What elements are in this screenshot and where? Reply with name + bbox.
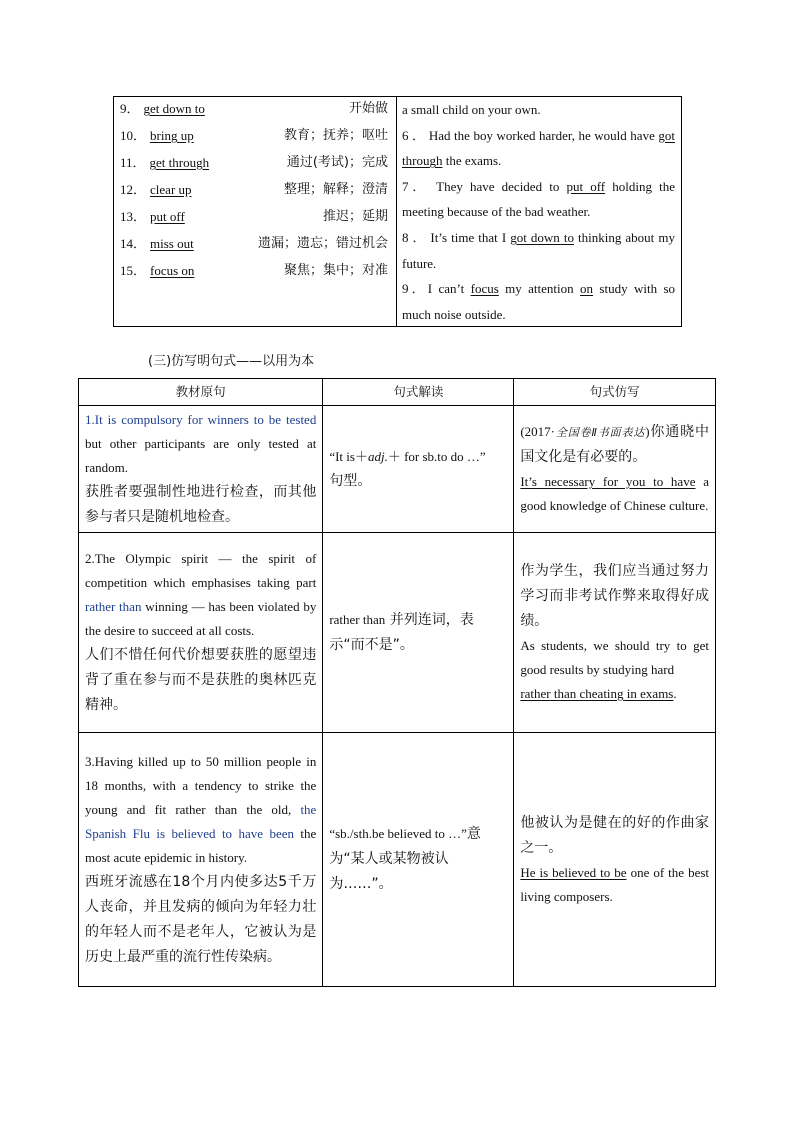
table-header-row xyxy=(79,379,716,406)
imitation-cell xyxy=(514,733,716,987)
imitation-answer: rather than cheating in exams xyxy=(520,686,674,701)
imitation-text: one of the best living composers. xyxy=(520,864,710,904)
phrase-english: get through xyxy=(149,155,210,170)
pattern-text: “sb./sth.be believed to …” xyxy=(329,826,467,841)
pattern-adj: adj. xyxy=(367,448,388,464)
example-answer: got down to xyxy=(510,229,574,245)
sentence-translation: 西班牙流感在18个月内使多达5千万人丧命，并且发病的倾向为年轻力壮的年轻人而不是老年人，它被认为是历史上最严重的流行性传染病。 xyxy=(85,873,317,965)
example-text: 7． They have decided to xyxy=(402,178,567,194)
phrase-english: miss out xyxy=(150,236,194,251)
example-answer: got through xyxy=(402,127,675,169)
phrase-chinese: 遗漏；遗忘；错过机会 xyxy=(257,236,388,251)
sentence-text: but other participants are only tested at random. xyxy=(85,436,317,475)
phrase-chinese: 推迟；延期 xyxy=(322,209,388,224)
sentence-text: the most acute epidemic in history. xyxy=(85,825,317,865)
header-imitation: 句式仿写 xyxy=(514,379,716,406)
imitation-text: a good knowledge of Chinese culture. xyxy=(520,474,709,513)
phrase-item xyxy=(120,179,396,206)
interpretation-cell xyxy=(323,533,514,733)
row-number: 1. xyxy=(85,412,95,427)
phrase-examples xyxy=(397,97,681,326)
phrase-english: bring up xyxy=(150,128,194,143)
pattern-text: “It is＋ xyxy=(329,448,368,464)
sentence-text: winning — has been violated by the desire to succeed at all costs. xyxy=(85,599,317,638)
phrase-chinese: 聚焦；集中；对准 xyxy=(283,263,388,278)
example-answer: put off xyxy=(566,178,606,194)
phrase-number: 10． xyxy=(120,128,147,143)
example-text: the exams. xyxy=(442,153,502,169)
pattern-text: ＋ for sb.to do …” xyxy=(387,448,486,464)
example-text: 8 ． It’s time that I xyxy=(402,229,511,245)
table-row xyxy=(79,733,716,987)
phrase-chinese: 整理；解释；澄清 xyxy=(283,182,388,197)
sentence-translation: 人们不惜任何代价想要获胜的愿望违背了重在参与而不是获胜的奥林匹克精神。 xyxy=(85,647,317,713)
interpretation-cell xyxy=(323,733,514,987)
example-answer: focus xyxy=(470,281,499,297)
sentence-pattern-table xyxy=(78,378,716,987)
imitation-cell xyxy=(514,406,716,533)
example-line-continued: a small child on your own. xyxy=(402,102,541,117)
phrase-number: 15． xyxy=(120,263,147,278)
imitation-prompt: 作为学生，我们应当通过努力学习而非考试作弊来取得好成绩。 xyxy=(520,563,709,629)
phrase-chinese: 通过(考试)；完成 xyxy=(286,155,388,170)
section-heading: (三)仿写明句式——以用为本 xyxy=(148,354,315,369)
phrase-english: put off xyxy=(150,209,185,224)
example-text: my attention xyxy=(498,281,581,297)
interpretation-text: 意为“某人或某物被认为……”。 xyxy=(329,826,481,892)
header-original: 教材原句 xyxy=(79,379,323,406)
imitation-prompt: 你通晓中国文化是有必要的。 xyxy=(520,424,709,465)
example-text: thinking about my future. xyxy=(402,229,675,271)
sentence-text: Having killed up to 50 million people in 18 months, with a tendency to strike the young and fit rather than the old, xyxy=(85,753,317,817)
example-9 xyxy=(402,276,675,327)
original-sentence-cell xyxy=(79,533,323,733)
example-text: 6 ． Had the boy worked harder, he would have xyxy=(402,127,659,143)
example-8 xyxy=(402,225,675,276)
imitation-cell xyxy=(514,533,716,733)
example-7 xyxy=(402,174,675,225)
phrase-item xyxy=(120,98,396,125)
imitation-answer: He is believed to be xyxy=(520,864,627,880)
phrase-chinese: 教育；抚养；呕吐 xyxy=(283,128,388,143)
phrase-item xyxy=(120,152,396,179)
phrase-number: 9． xyxy=(120,101,140,116)
interpretation-text: 句型。 xyxy=(329,472,372,489)
highlighted-pattern: rather than xyxy=(85,599,142,614)
phrase-table xyxy=(113,96,682,327)
phrase-english: get down to xyxy=(143,101,205,116)
table-row xyxy=(79,406,716,533)
imitation-prompt: 他被认为是健在的好的作曲家之一。 xyxy=(520,814,709,856)
example-answer: on xyxy=(580,281,594,297)
row-number: 3. xyxy=(85,753,95,769)
phrase-english: clear up xyxy=(150,182,192,197)
phrase-number: 11． xyxy=(120,155,146,170)
example-text: 9．I can’t xyxy=(402,281,471,297)
phrase-number: 12． xyxy=(120,182,147,197)
example-text: study with so much noise outside. xyxy=(402,281,676,322)
interpretation-text: 并列连词，表示“而不是”。 xyxy=(329,611,474,653)
imitation-text: As students, we should try to get good results by studying hard xyxy=(520,638,709,677)
pattern-text: rather than xyxy=(329,611,386,627)
source-tag: (2017· xyxy=(520,424,555,439)
row-number: 2. xyxy=(85,551,95,566)
phrase-item xyxy=(120,206,396,233)
table-row xyxy=(79,533,716,733)
sentence-translation: 获胜者要强制性地进行检查，而其他参与者只是随机地检查。 xyxy=(85,484,317,525)
source-tag: ) xyxy=(645,424,650,439)
highlighted-pattern: the Spanish Flu is believed to have been xyxy=(85,801,317,841)
original-sentence-cell xyxy=(79,733,323,987)
phrase-item xyxy=(120,260,396,287)
example-text: holding the meeting because of the bad weather. xyxy=(402,178,675,220)
phrase-english: focus on xyxy=(150,263,195,278)
phrase-item xyxy=(120,233,396,260)
example-6 xyxy=(402,123,675,174)
phrase-chinese: 开始做 xyxy=(348,101,388,116)
phrase-number: 13． xyxy=(120,209,147,224)
source-tag: 全国卷Ⅱ书面表达 xyxy=(554,426,646,439)
highlighted-pattern: It is compulsory for winners to be tested xyxy=(94,412,317,427)
original-sentence-cell xyxy=(79,406,323,533)
sentence-text: The Olympic spirit — the spirit of competition which emphasises taking part xyxy=(85,551,317,590)
imitation-answer: It’s necessary for you to have xyxy=(520,474,696,489)
header-interpretation: 句式解读 xyxy=(323,379,514,406)
phrase-number: 14． xyxy=(120,236,147,251)
imitation-text: . xyxy=(673,686,677,701)
phrase-list xyxy=(114,97,397,326)
interpretation-cell xyxy=(323,406,514,533)
phrase-item xyxy=(120,125,396,152)
